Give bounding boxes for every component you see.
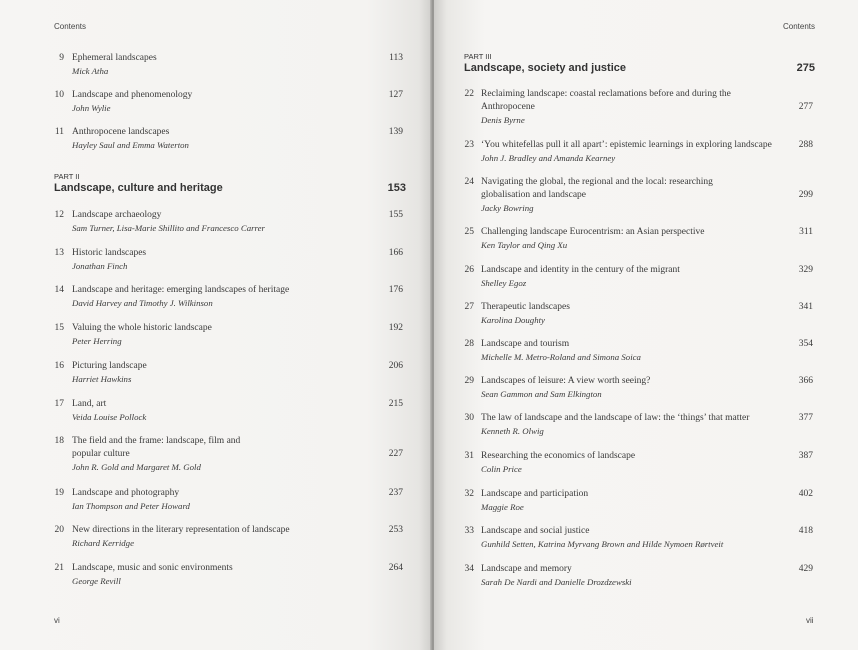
chapter-number: 24 <box>464 177 474 187</box>
chapter-author: Jacky Bowring <box>481 203 534 213</box>
chapter-title: Landscape and tourism <box>481 339 570 349</box>
chapter-number: 26 <box>464 265 474 275</box>
right-page <box>434 0 858 650</box>
chapter-author: John J. Bradley and Amanda Kearney <box>481 153 616 163</box>
chapter-number: 14 <box>54 285 64 295</box>
running-header: Contents <box>783 22 816 31</box>
chapter-number: 32 <box>464 489 474 499</box>
chapter-author: Colin Price <box>481 464 522 474</box>
chapter-title: Researching the economics of landscape <box>481 451 636 461</box>
part-label: PART III <box>464 52 492 61</box>
chapter-author: Richard Kerridge <box>72 538 134 548</box>
chapter-title: Landscape and participation <box>481 489 589 499</box>
chapter-number: 30 <box>464 413 474 423</box>
chapter-title: Historic landscapes <box>72 248 147 258</box>
chapter-author: John Wylie <box>72 103 111 113</box>
page-number: 311 <box>799 227 813 237</box>
chapter-number: 10 <box>54 90 64 100</box>
part-label: PART II <box>54 172 80 181</box>
chapter-number: 21 <box>54 563 64 573</box>
chapter-author: Denis Byrne <box>481 115 525 125</box>
page-number: 113 <box>389 53 403 63</box>
chapter-number: 34 <box>464 564 474 574</box>
chapter-title: Landscape archaeology <box>72 210 162 220</box>
chapter-author: Sam Turner, Lisa-Marie Shillito and Francesco Carrer <box>72 223 265 233</box>
page-number: 341 <box>798 302 813 312</box>
chapter-number: 15 <box>54 323 64 333</box>
chapter-number: 12 <box>54 210 64 220</box>
chapter-title-line2: popular culture <box>72 449 130 459</box>
chapter-author: Ken Taylor and Qing Xu <box>481 240 568 250</box>
page-number: 215 <box>388 399 403 409</box>
chapter-number: 20 <box>54 525 64 535</box>
chapter-number: 28 <box>464 339 474 349</box>
chapter-title: New directions in the literary representation of landscape <box>72 525 290 535</box>
chapter-number: 11 <box>54 127 64 137</box>
chapter-title: Landscape and phenomenology <box>72 90 193 100</box>
chapter-title: Therapeutic landscapes <box>481 302 570 312</box>
chapter-number: 9 <box>59 53 64 63</box>
chapter-author: Harriet Hawkins <box>72 374 132 384</box>
page-number: 166 <box>388 248 403 258</box>
running-header: Contents <box>54 22 87 31</box>
page-folio: vi <box>54 616 60 625</box>
page-number: 402 <box>798 489 813 499</box>
chapter-author: Gunhild Setten, Katrina Myrvang Brown and Hilde Nymoen Rørtveit <box>481 539 724 549</box>
page-number: 192 <box>388 323 403 333</box>
page-number: 155 <box>388 210 403 220</box>
chapter-author: Hayley Saul and Emma Waterton <box>72 140 189 150</box>
page-number: 429 <box>798 564 813 574</box>
chapter-author: David Harvey and Timothy J. Wilkinson <box>72 298 213 308</box>
page-number: 377 <box>798 413 813 423</box>
chapter-number: 23 <box>464 140 474 150</box>
chapter-number: 17 <box>54 399 64 409</box>
chapter-title: Picturing landscape <box>72 361 147 371</box>
chapter-title: Reclaiming landscape: coastal reclamations before and during the <box>481 89 731 99</box>
part-title[interactable]: Landscape, culture and heritage <box>54 182 223 194</box>
chapter-author: Ian Thompson and Peter Howard <box>72 501 190 511</box>
chapter-title: The field and the frame: landscape, film and <box>72 436 241 446</box>
chapter-title: Landscape and heritage: emerging landscapes of heritage <box>72 285 290 295</box>
chapter-author: John R. Gold and Margaret M. Gold <box>72 462 201 472</box>
chapter-title: Landscape and social justice <box>481 526 590 536</box>
chapter-title: Challenging landscape Eurocentrism: an Asian perspective <box>481 227 705 237</box>
chapter-title: Landscape and memory <box>481 564 572 574</box>
page-number: 227 <box>388 449 403 459</box>
page-number: 206 <box>388 361 403 371</box>
chapter-author: Michelle M. Metro-Roland and Simona Soica <box>481 352 641 362</box>
chapter-title: Landscape and photography <box>72 488 180 498</box>
chapter-title-line2: Anthropocene <box>481 102 535 112</box>
chapter-author: Peter Herring <box>72 336 122 346</box>
chapter-author: Mick Atha <box>72 66 109 76</box>
chapter-title: Valuing the whole historic landscape <box>72 323 212 333</box>
chapter-author: Veida Louise Pollock <box>72 412 147 422</box>
page-number: 366 <box>798 376 813 386</box>
part-page-number: 153 <box>387 182 406 194</box>
chapter-author: Kenneth R. Olwig <box>481 426 544 436</box>
chapter-title: Ephemeral landscapes <box>72 53 157 63</box>
chapter-title: Landscape, music and sonic environments <box>72 563 233 573</box>
chapter-author: Maggie Roe <box>481 502 524 512</box>
page-number: 127 <box>388 90 403 100</box>
chapter-author: George Revill <box>72 576 121 586</box>
chapter-author: Jonathan Finch <box>72 261 128 271</box>
page-number: 237 <box>388 488 403 498</box>
chapter-title: Landscapes of leisure: A view worth seeing? <box>481 376 651 386</box>
chapter-title: Landscape and identity in the century of the migrant <box>481 265 680 275</box>
chapter-number: 33 <box>464 526 474 536</box>
chapter-author: Shelley Egoz <box>481 278 527 288</box>
page-number: 299 <box>798 190 813 200</box>
chapter-author: Karolina Doughty <box>481 315 545 325</box>
chapter-number: 29 <box>464 376 474 386</box>
chapter-title: The law of landscape and the landscape of law: the ‘things’ that matter <box>481 413 750 423</box>
chapter-title: Navigating the global, the regional and the local: researching <box>481 177 713 187</box>
chapter-number: 27 <box>464 302 474 312</box>
page-number: 277 <box>798 102 813 112</box>
page-number: 387 <box>798 451 813 461</box>
page-number: 139 <box>388 127 403 137</box>
chapter-number: 13 <box>54 248 64 258</box>
page-folio: vii <box>806 616 814 625</box>
page-number: 253 <box>388 525 403 535</box>
page-number: 354 <box>798 339 813 349</box>
part-page-number: 275 <box>796 62 815 74</box>
chapter-title: Anthropocene landscapes <box>72 127 170 137</box>
page-number: 264 <box>388 563 403 573</box>
chapter-title-line2: globalisation and landscape <box>481 190 586 200</box>
page-number: 176 <box>388 285 403 295</box>
page-number: 329 <box>798 265 813 275</box>
page-number: 418 <box>798 526 813 536</box>
chapter-number: 31 <box>464 451 474 461</box>
chapter-number: 19 <box>54 488 64 498</box>
chapter-number: 22 <box>464 89 474 99</box>
chapter-number: 25 <box>464 227 474 237</box>
chapter-author: Sarah De Nardi and Danielle Drozdzewski <box>481 577 632 587</box>
chapter-number: 18 <box>54 436 64 446</box>
page-number: 288 <box>798 140 813 150</box>
chapter-title: ‘You whitefellas pull it all apart’: epistemic learnings in exploring landscape <box>481 140 772 150</box>
chapter-number: 16 <box>54 361 64 371</box>
part-title[interactable]: Landscape, society and justice <box>464 62 627 74</box>
chapter-author: Sean Gammon and Sam Elkington <box>481 389 602 399</box>
chapter-title: Land, art <box>72 399 107 409</box>
